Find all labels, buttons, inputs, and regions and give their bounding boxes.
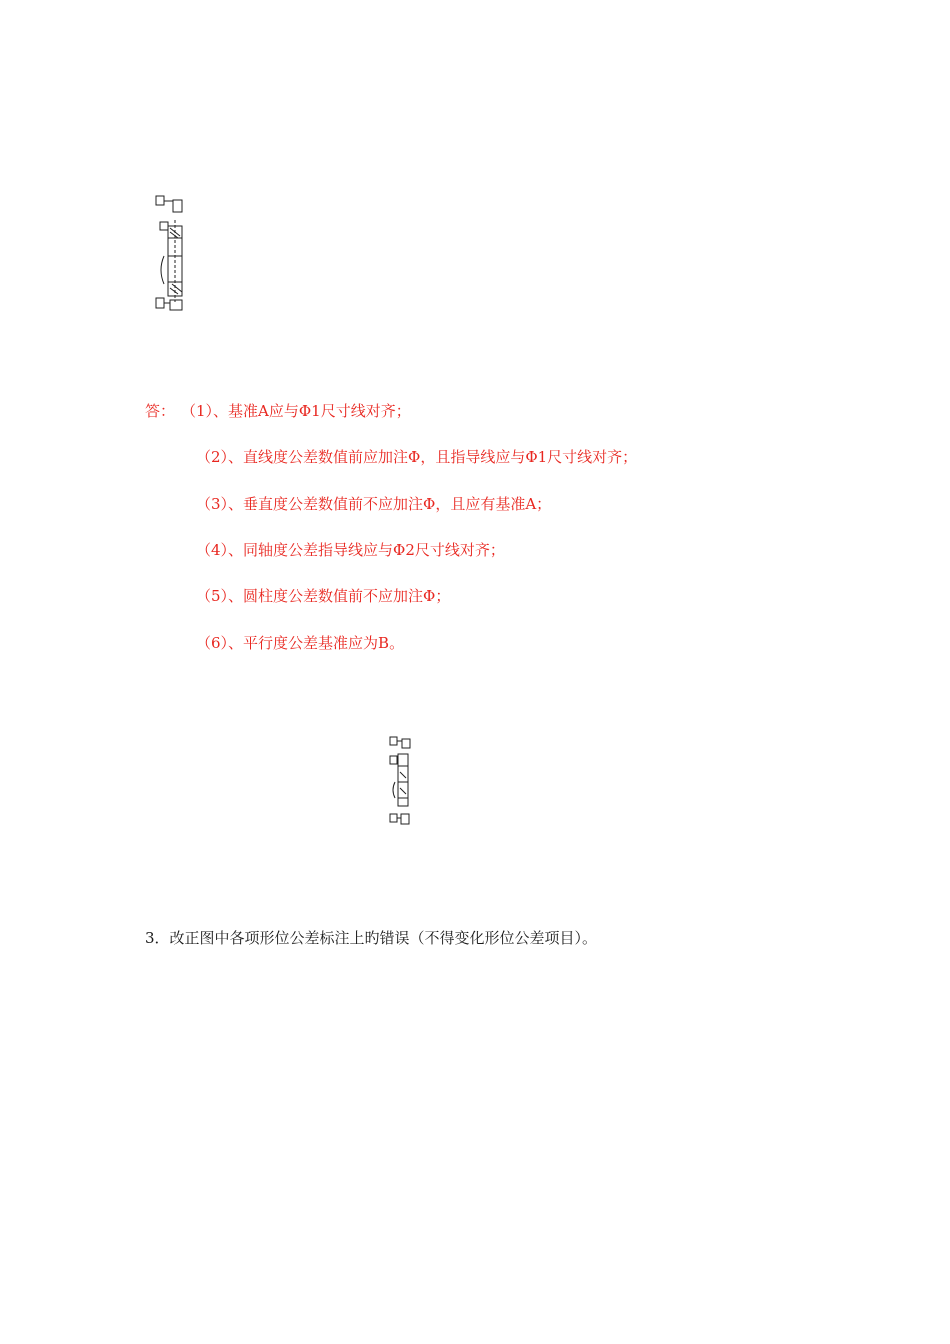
answer-item-6: （6）、平行度公差基准应为B。	[196, 634, 405, 652]
answer-item-5: （5）、圆柱度公差数值前不应加注Φ；	[196, 587, 451, 605]
answer-item-1: （1）、基准A应与Φ1尺寸线对齐；	[181, 402, 411, 420]
question-3-text: 3．改正图中各项形位公差标注上旳错误（不得变化形位公差项目）。	[145, 929, 598, 947]
tolerance-drawing-figure-1	[150, 192, 202, 316]
answer-item-3: （3）、垂直度公差数值前不应加注Φ，且应有基准A；	[196, 495, 552, 513]
tolerance-drawing-figure-2	[386, 732, 422, 828]
answer-prefix: 答：	[145, 402, 176, 420]
answer-item-4: （4）、同轴度公差指导线应与Φ2尺寸线对齐；	[196, 541, 505, 559]
answer-item-2: （2）、直线度公差数值前应加注Φ，且指导线应与Φ1尺寸线对齐；	[196, 448, 638, 466]
